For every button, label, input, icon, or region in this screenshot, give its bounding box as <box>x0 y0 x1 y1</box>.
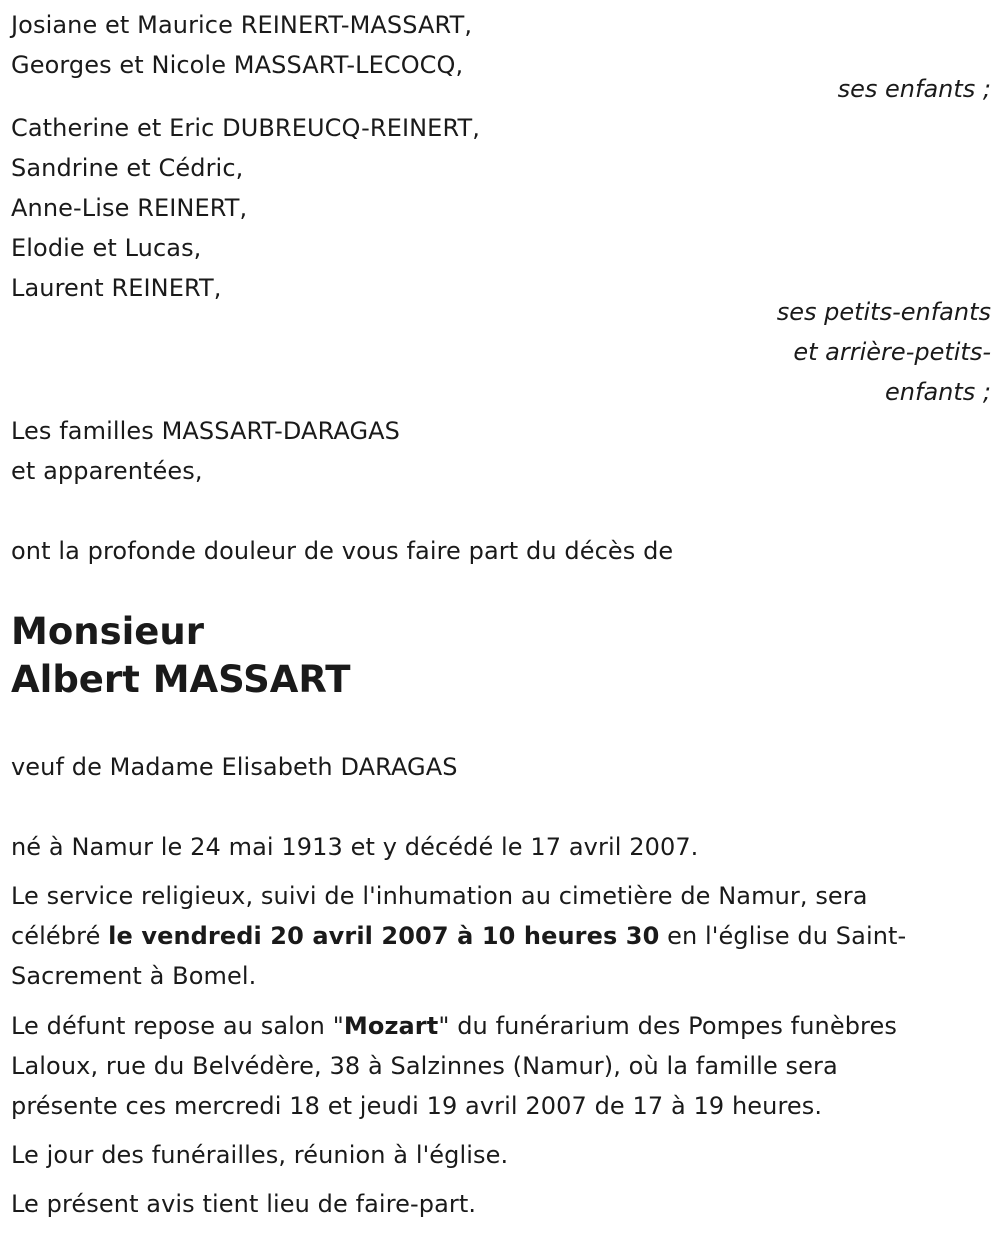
families-line-1: Les familles MASSART-DARAGAS <box>11 417 401 445</box>
funeral-day: Le jour des funérailles, réunion à l'église. <box>11 1141 509 1169</box>
repose-text-pre: Le défunt repose au salon " <box>11 1012 344 1040</box>
birth-death: né à Namur le 24 mai 1913 et y décédé le 17 avril 2007. <box>11 833 699 861</box>
child-name-2: Georges et Nicole MASSART-LECOCQ, <box>11 51 464 79</box>
service-text-post: en l'église du Saint- <box>659 922 907 950</box>
families-line-2: et apparentées, <box>11 457 203 485</box>
service-line-3: Sacrement à Bomel. <box>11 962 257 990</box>
grandchild-name-3: Anne-Lise REINERT, <box>11 194 248 222</box>
child-name-1: Josiane et Maurice REINERT-MASSART, <box>11 11 473 39</box>
service-line-1: Le service religieux, suivi de l'inhumation au cimetière de Namur, sera <box>11 882 868 910</box>
grandchild-name-2: Sandrine et Cédric, <box>11 154 244 182</box>
repose-line-3: présente ces mercredi 18 et jeudi 19 avril 2007 de 17 à 19 heures. <box>11 1092 823 1120</box>
service-line-2 <box>11 916 906 956</box>
grandchildren-label-1: ses petits-enfants <box>776 298 991 326</box>
grandchildren-label-2: et arrière-petits- <box>793 338 991 366</box>
grandchild-name-5: Laurent REINERT, <box>11 274 222 302</box>
service-text-pre: célébré <box>11 922 109 950</box>
deceased-name: Albert MASSART <box>11 658 351 701</box>
announcement: ont la profonde douleur de vous faire part du décès de <box>11 537 674 565</box>
deceased-title: Monsieur <box>11 610 204 653</box>
widower-of: veuf de Madame Elisabeth DARAGAS <box>11 753 458 781</box>
notice: Le présent avis tient lieu de faire-part. <box>11 1190 477 1218</box>
repose-line-1 <box>11 1006 897 1046</box>
salon-name: Mozart <box>343 1012 439 1040</box>
repose-line-2: Laloux, rue du Belvédère, 38 à Salzinnes (Namur), où la famille sera <box>11 1052 838 1080</box>
repose-text-post: " du funérarium des Pompes funèbres <box>438 1012 897 1040</box>
grandchild-name-4: Elodie et Lucas, <box>11 234 202 262</box>
children-label: ses enfants ; <box>837 75 991 103</box>
grandchild-name-1: Catherine et Eric DUBREUCQ-REINERT, <box>11 114 480 142</box>
service-datetime: le vendredi 20 avril 2007 à 10 heures 30 <box>108 922 660 950</box>
grandchildren-label-3: enfants ; <box>885 378 991 406</box>
